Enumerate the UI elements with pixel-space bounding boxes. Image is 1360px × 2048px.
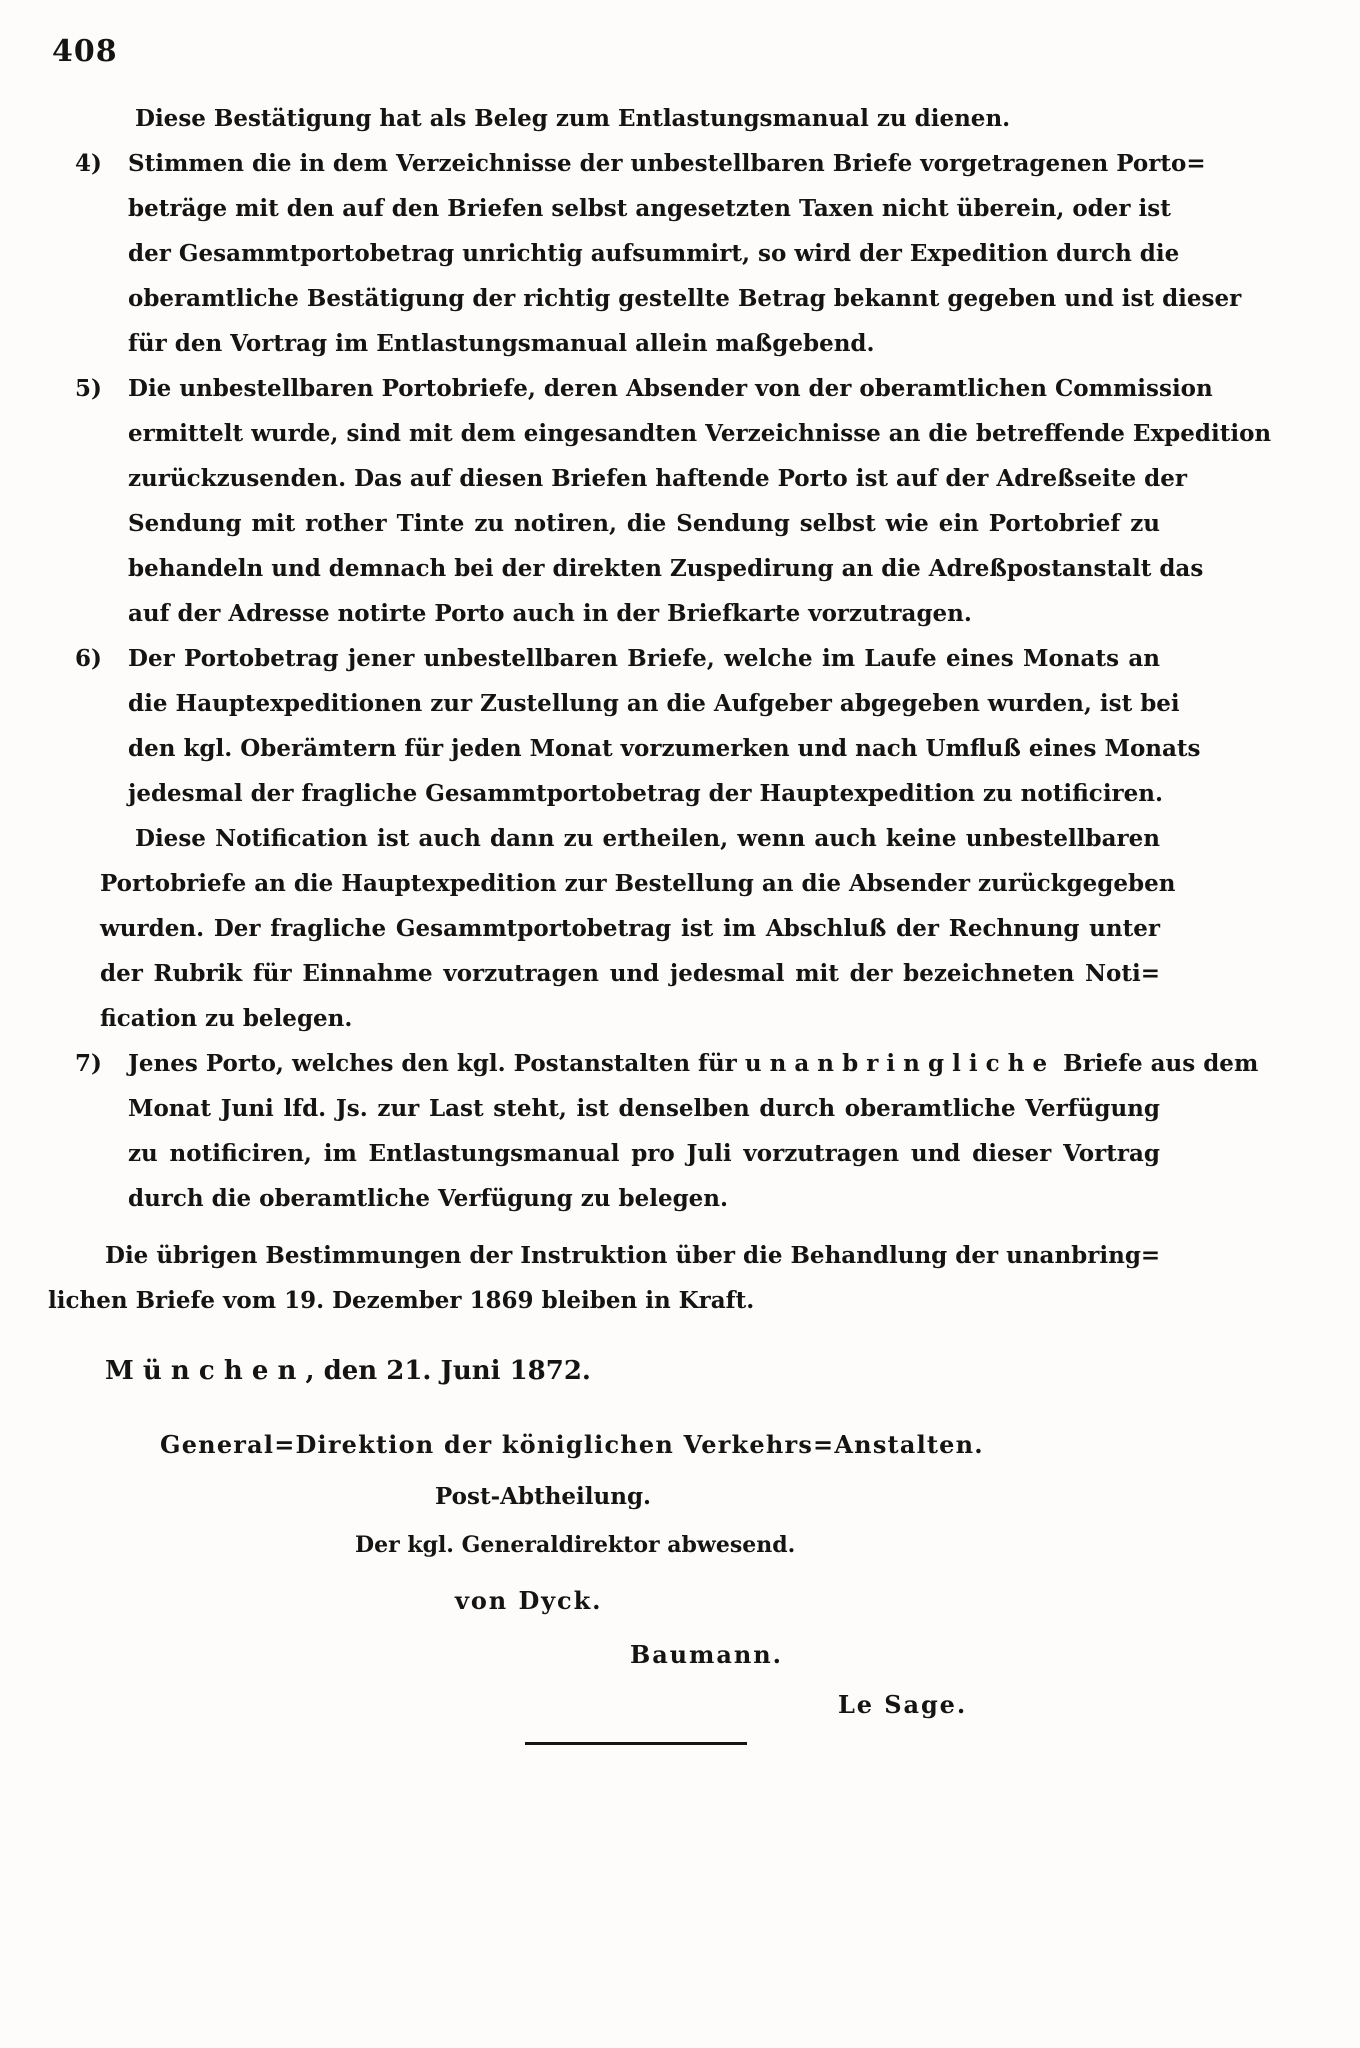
text-line: durch die oberamtliche Verfügung zu belegen. bbox=[128, 1185, 729, 1212]
item-number: 7) bbox=[75, 1050, 102, 1077]
text-line: ermittelt wurde, sind mit dem eingesandten Verzeichnisse an die betreffende Expedition bbox=[128, 420, 1272, 447]
signer-von-dyck: von Dyck. bbox=[455, 1586, 603, 1615]
text-line: die Hauptexpeditionen zur Zustellung an die Aufgeber abgegeben wurden, ist bei bbox=[128, 690, 1180, 717]
page-number: 408 bbox=[52, 34, 118, 69]
dateline bbox=[105, 1349, 1160, 1394]
dateline-date: , den 21. Juni 1872. bbox=[305, 1356, 591, 1386]
text-line: behandeln und demnach bei der direkten Zuspedirung an die Adreßpostanstalt das bbox=[128, 555, 1204, 582]
text-line: Die übrigen Bestimmungen der Instruktion über die Behandlung der unanbring= bbox=[105, 1242, 1161, 1269]
signature-division: Post-Abtheilung. bbox=[435, 1483, 652, 1510]
separator-rule bbox=[525, 1742, 747, 1745]
text-line: Diese Bestätigung hat als Beleg zum Entlastungsmanual zu dienen. bbox=[135, 105, 1011, 132]
text-line: Monat Juni lfd. Js. zur Last steht, ist denselben durch oberamtliche Verfügung bbox=[128, 1095, 1160, 1122]
text-line: lichen Briefe vom 19. Dezember 1869 bleiben in Kraft. bbox=[48, 1287, 755, 1314]
text-line: Die unbestellbaren Portobriefe, deren Absender von der oberamtlichen Commission bbox=[128, 375, 1213, 402]
text-line: oberamtliche Bestätigung der richtig gestellte Betrag bekannt gegeben und ist dieser bbox=[128, 285, 1242, 312]
list-item-4 bbox=[75, 141, 1242, 366]
text-line: auf der Adresse notirte Porto auch in der Briefkarte vorzutragen. bbox=[128, 600, 972, 627]
intro-paragraph bbox=[75, 96, 1160, 141]
dateline-city: München bbox=[105, 1356, 306, 1386]
text-line: wurden. Der fragliche Gesammtportobetrag ist im Abschluß der Rechnung unter bbox=[100, 915, 1160, 942]
text-segment: Briefe aus dem bbox=[1055, 1050, 1259, 1077]
item-number: 4) bbox=[75, 150, 102, 177]
signature-note: Der kgl. Generaldirektor abwesend. bbox=[355, 1532, 796, 1558]
text-line: für den Vortrag im Entlastungsmanual allein maßgebend. bbox=[128, 330, 875, 357]
text-line: Stimmen die in dem Verzeichnisse der unbestellbaren Briefe vorgetragenen Porto= bbox=[128, 150, 1206, 177]
document-body bbox=[48, 96, 1272, 1745]
text-line: Sendung mit rother Tinte zu notiren, die Sendung selbst wie ein Portobrief zu bbox=[128, 510, 1160, 537]
notification-paragraph bbox=[75, 816, 1176, 1041]
signer-le-sage: Le Sage. bbox=[838, 1690, 968, 1719]
item-number: 5) bbox=[75, 375, 102, 402]
text-line: jedesmal der fragliche Gesammtportobetrag der Hauptexpedition zu notificiren. bbox=[128, 780, 1164, 807]
emphasized-text: unanbringliche bbox=[744, 1050, 1056, 1077]
text-line bbox=[128, 1041, 1259, 1086]
text-line: den kgl. Oberämtern für jeden Monat vorzumerken und nach Umfluß eines Monats bbox=[128, 735, 1201, 762]
text-segment: Jenes Porto, welches den kgl. Postanstalten für bbox=[128, 1050, 745, 1077]
list-item-6 bbox=[75, 636, 1201, 816]
text-line: Der Portobetrag jener unbestellbaren Briefe, welche im Laufe eines Monats an bbox=[128, 645, 1160, 672]
text-line: zurückzusenden. Das auf diesen Briefen haftende Porto ist auf der Adreßseite der bbox=[128, 465, 1187, 492]
text-line: beträge mit den auf den Briefen selbst angesetzten Taxen nicht überein, oder ist bbox=[128, 195, 1171, 222]
text-line: der Rubrik für Einnahme vorzutragen und jedesmal mit der bezeichneten Noti= bbox=[100, 960, 1160, 987]
signature-organization: General=Direktion der königlichen Verkehrs=Anstalten. bbox=[160, 1430, 984, 1459]
item-number: 6) bbox=[75, 645, 102, 672]
closing-paragraph bbox=[48, 1233, 1160, 1323]
list-item-7 bbox=[75, 1041, 1259, 1221]
text-line: Diese Notification ist auch dann zu ertheilen, wenn auch keine unbestellbaren bbox=[135, 825, 1160, 852]
text-line: fication zu belegen. bbox=[100, 1005, 353, 1032]
text-line: zu notificiren, im Entlastungsmanual pro Juli vorzutragen und dieser Vortrag bbox=[128, 1140, 1160, 1167]
list-item-5 bbox=[75, 366, 1272, 636]
signer-baumann: Baumann. bbox=[630, 1640, 783, 1669]
text-line: Portobriefe an die Hauptexpedition zur Bestellung an die Absender zurückgegeben bbox=[100, 870, 1176, 897]
text-line: der Gesammtportobetrag unrichtig aufsummirt, so wird der Expedition durch die bbox=[128, 240, 1180, 267]
